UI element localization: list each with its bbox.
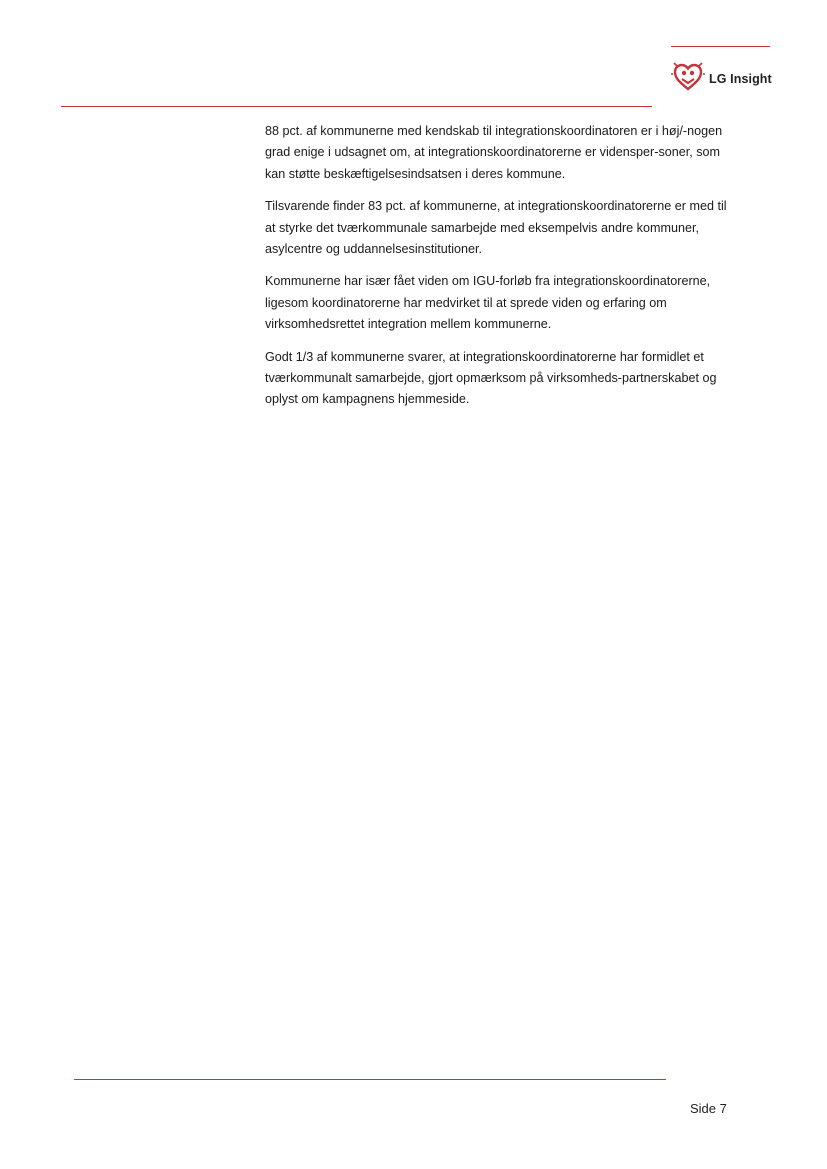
logo-text: LG Insight: [709, 72, 772, 86]
paragraph-4: Godt 1/3 af kommunerne svarer, at integrationskoordinatorerne har formidlet et tværkommunalt samarbejde, gjort opmærksom på virksomheds-partnerskabet og oplyst om kampagnens hjemmeside.: [265, 349, 717, 407]
body-text: [265, 121, 735, 422]
logo-divider: [671, 46, 770, 47]
paragraph-2: Tilsvarende finder 83 pct. af kommunerne, at integrationskoordinatorerne er med til at styrke det tværkommunale samarbejde med eksempelvis andre kommuner, asylcentre og uddannelsesinstitutioner.: [265, 199, 727, 257]
paragraph-1: 88 pct. af kommunerne med kendskab til integrationskoordinatoren er i høj/-nogen grad enige i udsagnet om, at integrationskoordinatorerne er vidensper-soner, som kan støtte beskæftigelsesindsatsen i deres kommune.: [265, 124, 723, 181]
lg-insight-logo-icon: [671, 62, 705, 97]
paragraph-3: Kommunerne har især fået viden om IGU-forløb fra integrationskoordinatorerne, ligesom koordinatorerne har medvirket til at sprede viden og erfaring om virksomhedsrettet integration mellem kommunerne.: [265, 274, 711, 332]
page-number: Side 7: [690, 1101, 727, 1116]
footer-divider: [74, 1079, 666, 1080]
lg-insight-logo: [671, 64, 772, 94]
header-divider: [61, 106, 652, 107]
